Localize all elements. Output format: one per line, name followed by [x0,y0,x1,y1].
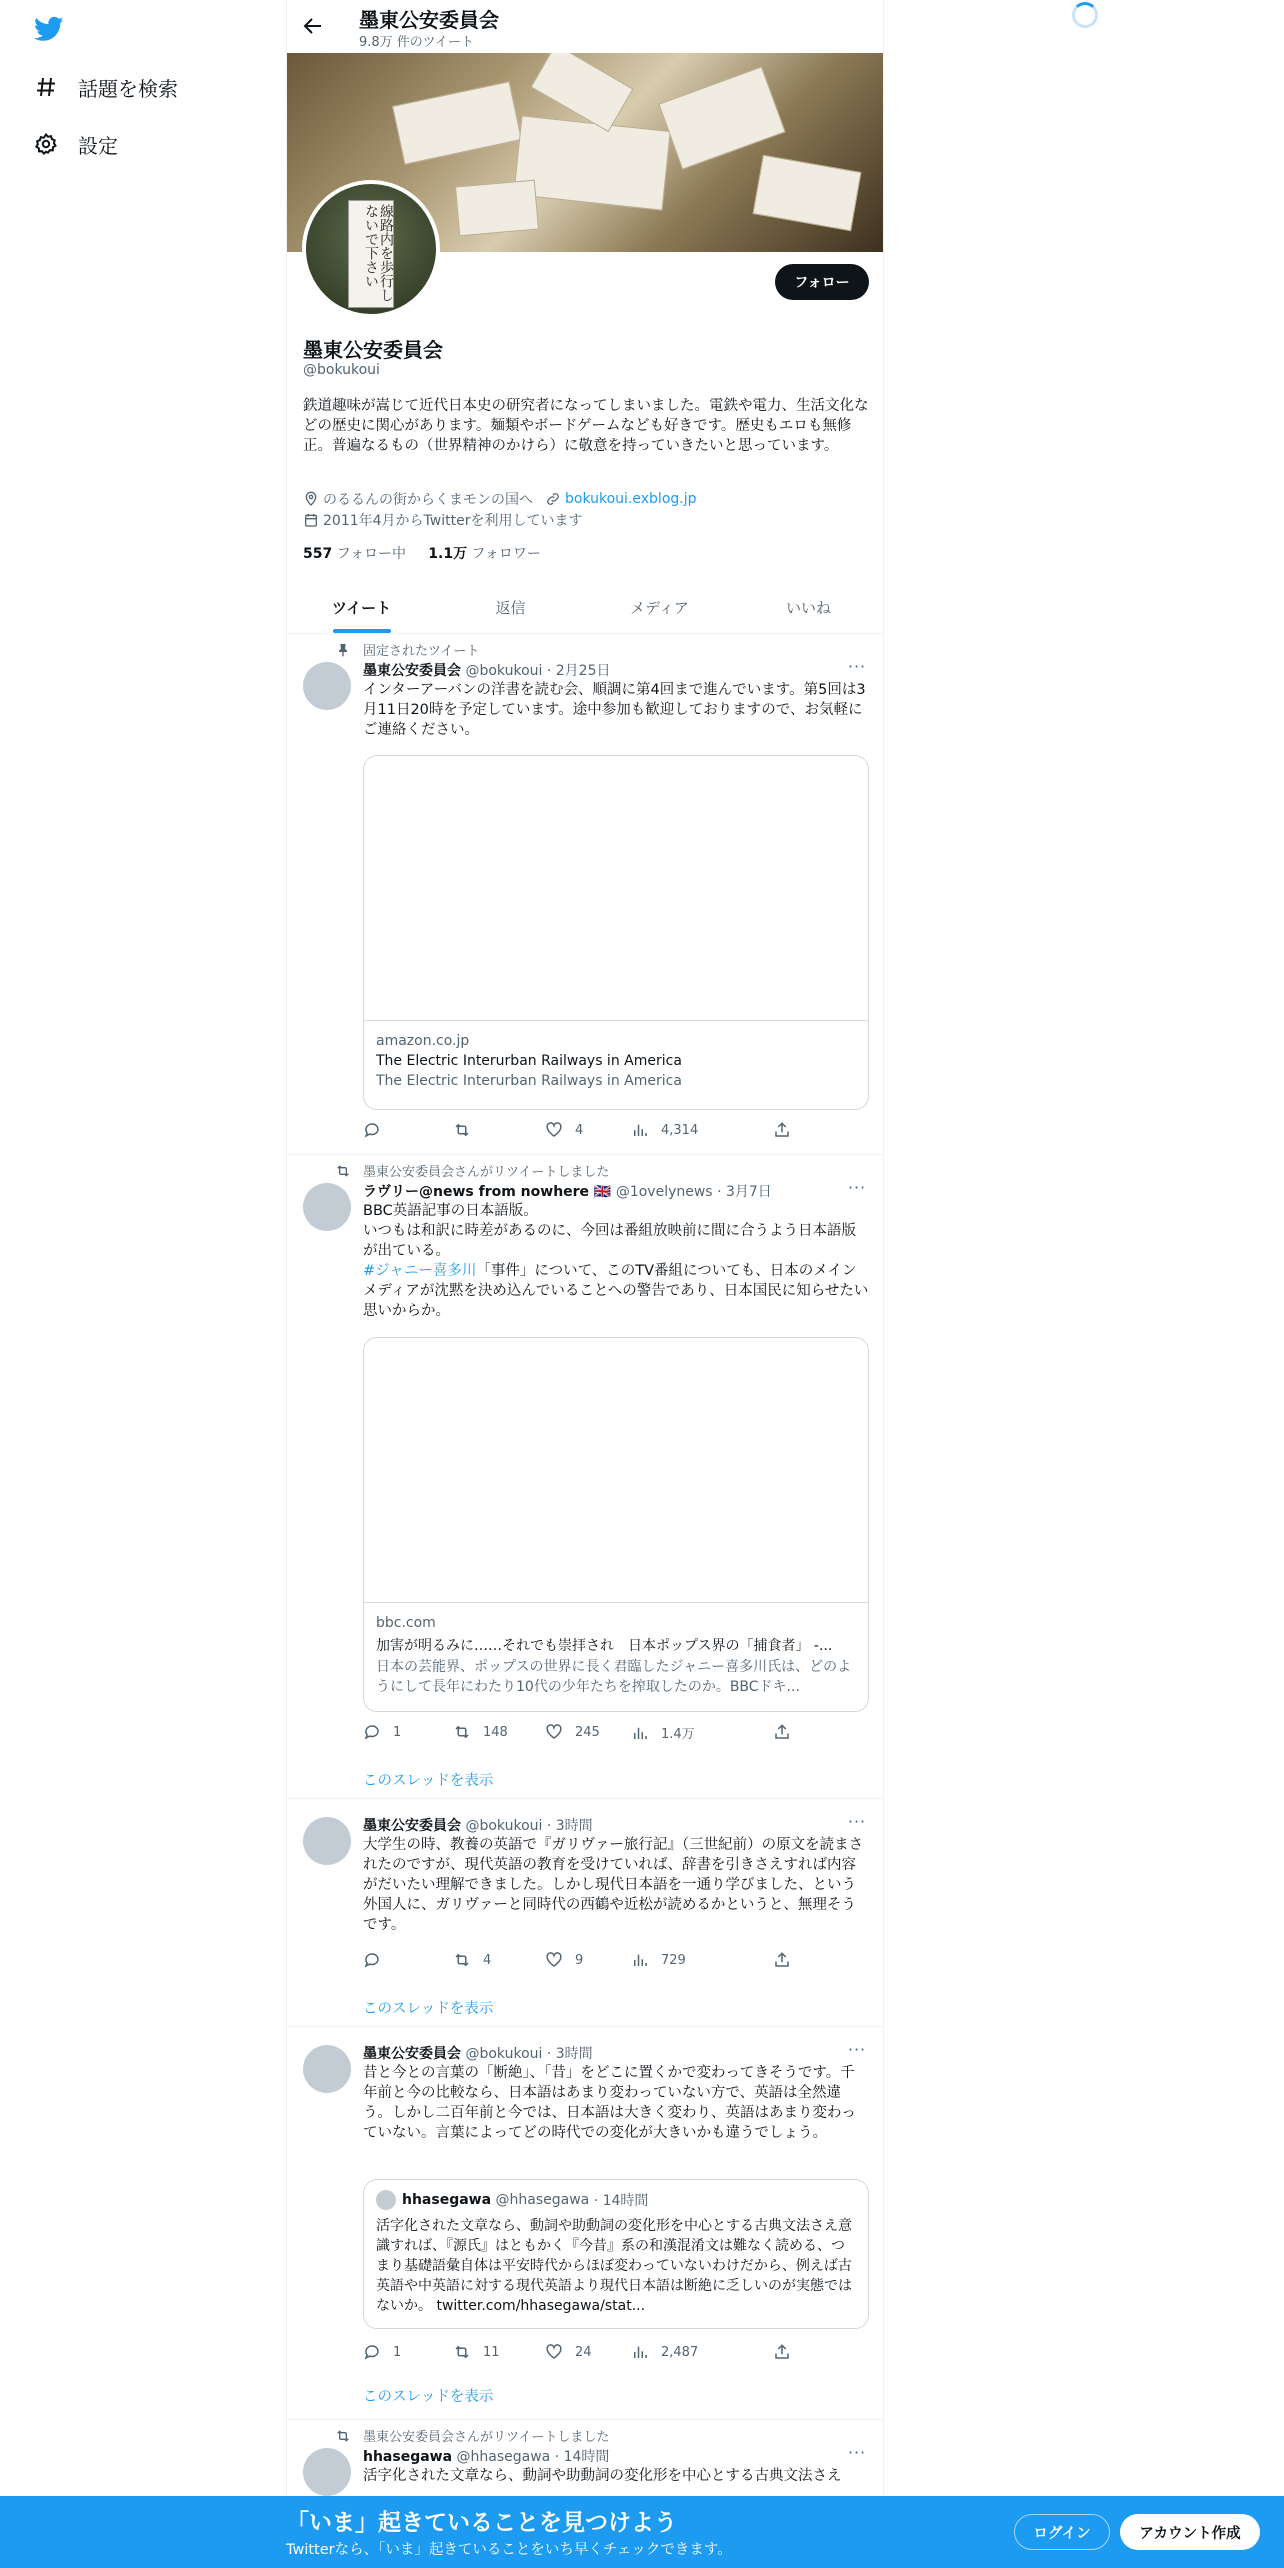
avatar[interactable] [303,1183,351,1231]
page-title: 墨東公安委員会 [359,8,499,32]
heart-icon [545,2343,563,2361]
tweet-actions [363,1723,793,1743]
like-button[interactable]: 245 [545,1723,600,1741]
quoted-tweet[interactable] [363,2179,869,2329]
share-icon [773,1951,791,1969]
retweeted-label: 墨東公安委員会さんがリツイートしました [363,1161,609,1180]
retweet-button[interactable]: 11 [453,2343,500,2361]
profile-joined: 2011年4月からTwitterを利用しています [323,513,583,529]
tweet-time[interactable]: · 2月25日 [546,663,611,679]
tweet-text: 昔と今との言葉の「断絶」、「昔」をどこに置くかで変わってきそうです。千年前と今の比較なら、日本語はあまり変わっていない方で、英語は全然違う。しかし二百年前と今では、日本語は大きく変わり、英語はあまり変わっていない。言葉によってどの時代での変化が大きいかも違うでしょう。 [363,2065,856,2141]
login-button[interactable]: ログイン [1014,2514,1110,2550]
tweet-item[interactable] [287,2027,883,2420]
loading-spinner-icon [1072,2,1098,28]
reply-button[interactable] [363,1951,393,1969]
more-options-icon[interactable]: ··· [847,2040,867,2059]
reply-icon [363,1723,381,1741]
tweet-actions [363,2343,793,2363]
heart-icon [545,1723,563,1741]
author-name[interactable]: hhasegawa [363,2449,453,2465]
sidebar-item-settings[interactable] [34,124,118,164]
sidebar-item-label: 話題を検索 [78,76,178,101]
share-icon [773,1121,791,1139]
profile-timeline [286,0,884,2568]
author-handle[interactable]: @bokukoui [465,1818,543,1834]
link-card-domain: amazon.co.jp [376,1033,470,1049]
retweet-button[interactable] [453,1121,483,1139]
twitter-logo-icon[interactable] [34,14,64,44]
tweet-item[interactable] [287,1155,883,1799]
tweet-text: BBC英語記事の日本語版。 いつもは和訳に時差があるのに、今回は番組放映前に間に合うよう日本語版が出ている。 #ジャニー喜多川「事件」について、このTV番組についても、日本のメインメディアが沈黙を決め込んでいることへの警告であり、日本国民に知らせたい思いからか。 [363,1203,869,1319]
following-link[interactable]: 557 フォロー中 [303,546,406,562]
signup-banner-subtitle: Twitterなら、「いま」起きていることをいち早くチェックできます。 [286,2542,732,2558]
avatar-sign-text: 線路内を歩行しないで下さい [348,200,394,308]
avatar [376,2190,396,2210]
views-button[interactable]: 2,487 [631,2343,698,2361]
heart-icon [545,1121,563,1139]
share-button[interactable] [773,1951,803,1969]
views-button[interactable]: 4,314 [631,1121,698,1139]
avatar[interactable] [303,2045,351,2093]
author-handle[interactable]: @hhasegawa [456,2449,551,2465]
avatar[interactable] [303,2448,351,2496]
tweet-header [363,1181,772,1201]
tweet-actions [363,1121,793,1141]
location-pin-icon [303,491,319,507]
profile-handle: @bokukoui [303,362,380,378]
top-header [287,0,883,53]
link-card-title: 加害が明るみに……それでも崇拝され 日本ポップス界の「捕食者」 -... [376,1638,833,1654]
like-button[interactable]: 24 [545,2343,592,2361]
reply-icon [363,2343,381,2361]
author-name[interactable]: 墨東公安委員会 [363,663,461,679]
tweet-time[interactable]: · 14時間 [554,2449,610,2465]
show-thread-link[interactable]: このスレッドを表示 [363,2389,494,2405]
sidebar-item-explore[interactable] [34,67,178,107]
tweet-count: 9.8万 件のツイート [359,35,474,50]
hashtag-link[interactable]: #ジャニー喜多川 [363,1263,477,1279]
tab-tweets[interactable]: ツイート [287,582,436,633]
sidebar-item-label: 設定 [78,133,118,158]
profile-tabs [287,582,883,634]
gear-icon [34,132,58,156]
calendar-icon [303,512,319,528]
retweet-icon [453,1121,471,1139]
back-arrow-icon[interactable] [301,14,325,38]
profile-meta-row [303,489,697,509]
reply-button[interactable]: 1 [363,2343,401,2361]
link-icon [545,491,561,507]
like-button[interactable]: 9 [545,1951,583,1969]
follow-button[interactable]: フォロー [775,264,869,300]
author-handle[interactable]: @bokukoui [465,663,543,679]
tweet-text: 大学生の時、教養の英語で『ガリヴァー旅行記』（三世紀前）の原文を読まされたのですが、現代英語の教育を受けていれば、辞書を引きさえすれば内容がだいたい理解できました。しかし現代日本語を一通り学びました、という外国人に、ガリヴァーと同時代の西鶴や近松が読めるかというと、無理そうです。 [363,1837,864,1933]
tab-replies[interactable]: 返信 [495,599,526,617]
tweet-text: 活字化された文章なら、動詞や助動詞の変化形を中心とする古典文法さえ [363,2468,842,2484]
tweet-header [363,660,610,680]
show-thread-link[interactable]: このスレッドを表示 [363,2001,494,2017]
signup-button[interactable]: アカウント作成 [1120,2514,1260,2550]
link-card-image [364,756,868,1021]
reply-button[interactable] [363,1121,393,1139]
more-options-icon[interactable]: ··· [847,657,867,676]
share-icon [773,1723,791,1741]
tweet-header [363,2446,609,2466]
show-thread-link[interactable]: このスレッドを表示 [363,1773,494,1789]
author-handle: @hhasegawa [495,2192,590,2208]
tweet-header [363,1815,593,1835]
followers-link[interactable]: 1.1万 フォロワー [428,546,541,562]
like-button[interactable]: 4 [545,1121,583,1139]
link-card-image [364,1338,868,1603]
reply-button[interactable]: 1 [363,1723,401,1741]
retweet-icon [335,2428,351,2444]
signup-banner-title: 「いま」起きていることを見つけよう [286,2510,677,2536]
bar-chart-icon [631,2343,649,2361]
link-card[interactable] [363,1337,869,1712]
hashtag-icon [34,75,58,99]
tweet-time[interactable]: · 3時間 [546,1818,593,1834]
link-card-domain: bbc.com [376,1615,436,1631]
author-name: hhasegawa [402,2192,492,2208]
link-card-desc: 日本の芸能界、ポップスの世界に長く君臨したジャニー喜多川氏は、どのようにして長年にわたり10代の少年たちを搾取したのか。BBCドキ... [376,1659,852,1695]
pinned-label: 固定されたツイート [363,640,479,659]
more-options-icon[interactable]: ··· [847,1178,867,1197]
reply-icon [363,1951,381,1969]
bar-chart-icon [631,1724,649,1742]
profile-location: のるるんの街からくまモンの国へ [323,492,533,508]
avatar[interactable] [303,1817,351,1865]
views-button[interactable]: 729 [631,1951,686,1969]
tweet-time[interactable]: · 3月7日 [717,1184,772,1200]
profile-url-link[interactable]: bokukoui.exblog.jp [565,491,697,507]
tab-media[interactable]: メディア [630,599,689,617]
retweet-button[interactable]: 148 [453,1723,508,1741]
retweet-icon [335,1163,351,1179]
bar-chart-icon [631,1951,649,1969]
quoted-tweet-header [376,2190,856,2210]
profile-name: 墨東公安委員会 [303,338,443,362]
tweet-text: インターアーバンの洋書を読む会、順調に第4回まで進んでいます。第5回は3月11日20時を予定しています。途中参加も歓迎しておりますので、お気軽にご連絡ください。 [363,682,866,738]
link-card-title: The Electric Interurban Railways in America [376,1053,682,1069]
author-name[interactable]: 墨東公安委員会 [363,2046,461,2062]
retweet-icon [453,2343,471,2361]
tweet-time[interactable]: · 3時間 [546,2046,593,2062]
tweet-item[interactable] [287,634,883,1155]
profile-joined-row [303,510,582,530]
share-button[interactable] [773,2343,803,2361]
profile-avatar[interactable] [302,180,440,318]
retweet-icon [453,1723,471,1741]
retweeted-label: 墨東公安委員会さんがリツイートしました [363,2426,609,2445]
bar-chart-icon [631,1121,649,1139]
retweet-button[interactable]: 4 [453,1951,491,1969]
share-icon [773,2343,791,2361]
quoted-tweet-text: 活字化された文章なら、動詞や助動詞の変化形を中心とする古典文法さえ意識すれば、『源氏』はともかく『今昔』系の和漢混淆文は難なく読める、つまり基礎語彙自体は平安時代からほぼ変わっていないわけだから、例えば古英語や中英語に対する現代英語より現代日本語は断絶に乏しいのが実態ではないか。 twitter.com/hhasegawa/stat... [376,2218,852,2314]
heart-icon [545,1951,563,1969]
views-button[interactable]: 1.4万 [631,1723,695,1742]
avatar[interactable] [303,662,351,710]
author-name[interactable]: 墨東公安委員会 [363,1818,461,1834]
tweet-header [363,2043,593,2063]
share-button[interactable] [773,1723,803,1741]
more-options-icon[interactable]: ··· [847,2443,867,2462]
tweet-item[interactable] [287,1799,883,2027]
author-name[interactable]: ラヴリー@news from nowhere 🇬🇧 [363,1184,612,1200]
more-options-icon[interactable]: ··· [847,1812,867,1831]
retweet-icon [453,1951,471,1969]
tweet-actions [363,1951,793,1971]
link-card[interactable] [363,755,869,1110]
signup-banner [0,2496,1284,2568]
follow-counts [303,543,541,563]
tweet-time: · 14時間 [593,2193,649,2209]
quoted-tweet-link: twitter.com/hhasegawa/stat... [436,2298,646,2314]
share-button[interactable] [773,1121,803,1139]
tab-likes[interactable]: いいね [785,599,831,617]
profile-bio: 鉄道趣味が嵩じて近代日本史の研究者になってしまいました。電鉄や電力、生活文化などの歴史に関心があります。麺類やボードゲームなども好きです。歴史もエロも無修正。普遍なるもの（世界精神のかけら）に敬意を持っていきたいと思っています。 [303,398,869,454]
reply-icon [363,1121,381,1139]
author-handle[interactable]: @1ovelynews [615,1184,713,1200]
author-handle[interactable]: @bokukoui [465,2046,543,2062]
link-card-desc: The Electric Interurban Railways in America [376,1073,682,1089]
pin-icon [335,642,351,658]
